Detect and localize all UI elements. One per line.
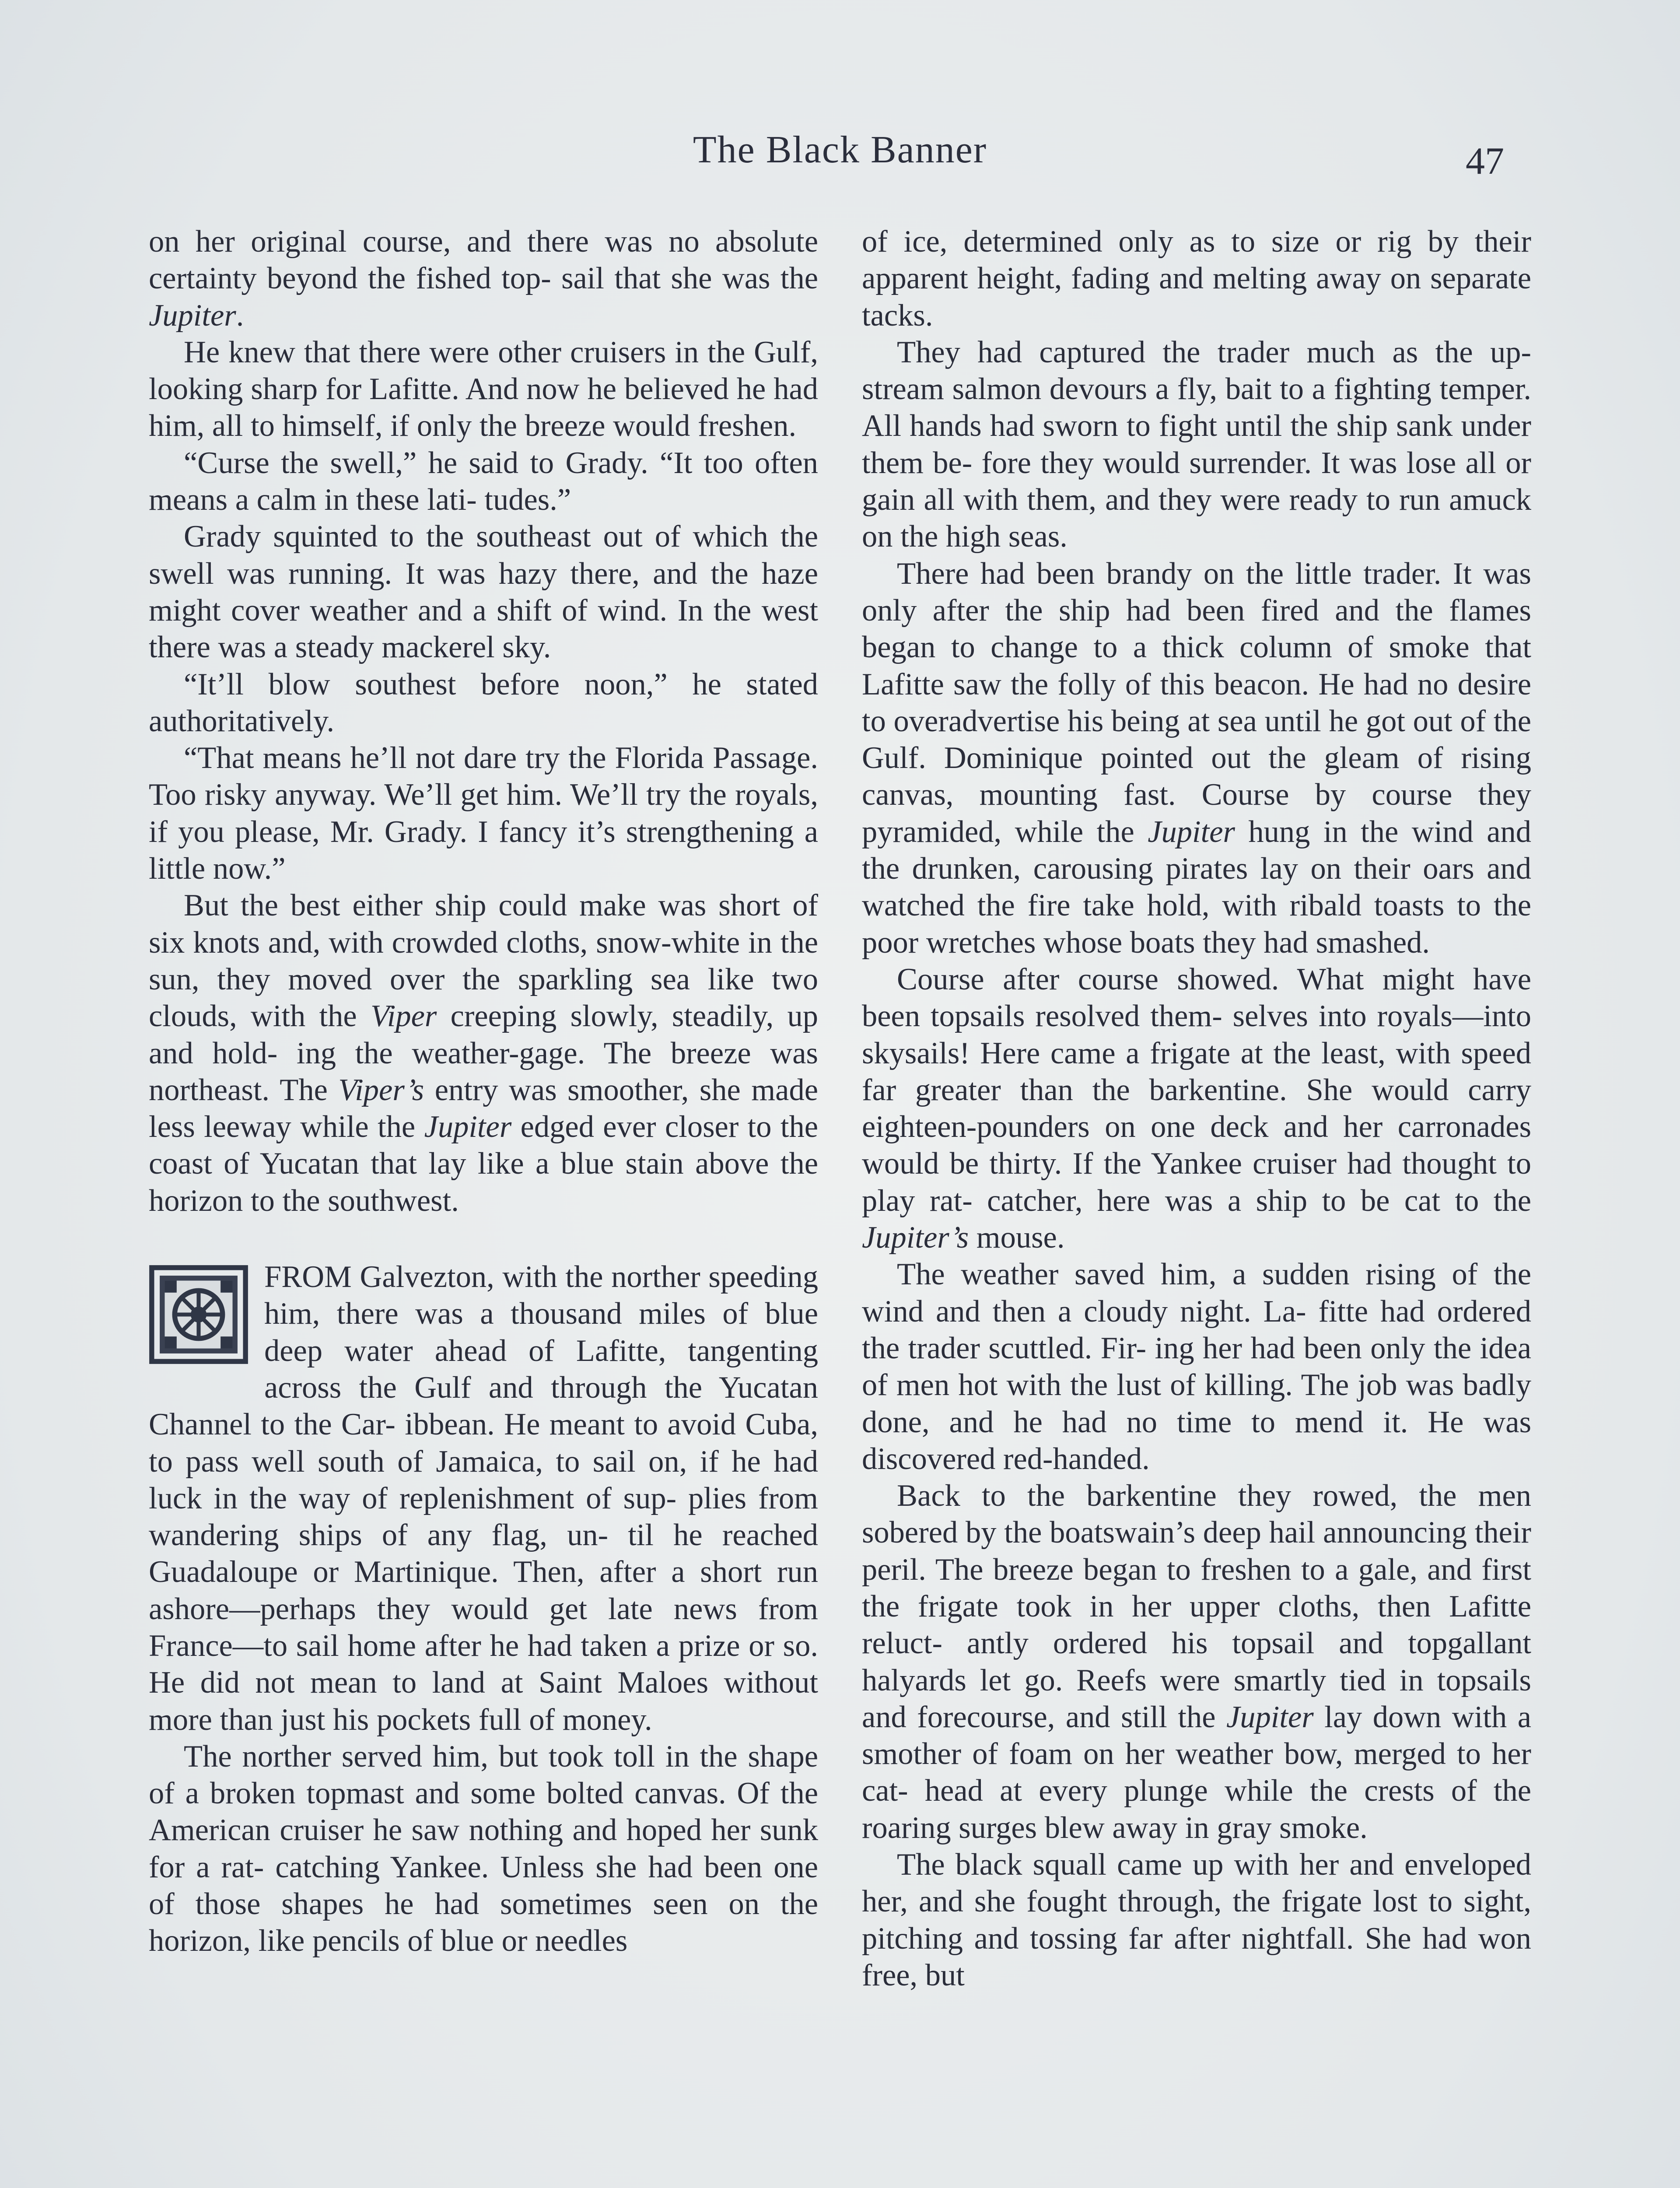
- running-title: The Black Banner: [693, 129, 987, 171]
- paragraph: “Curse the swell,” he said to Grady. “It too often means a calm in these lati- tudes.”: [149, 445, 818, 517]
- ship-name: Jupiter: [1148, 814, 1235, 849]
- paragraph: The norther served him, but took toll in the shape of a broken topmast and some bolted canvas. Of the American cruiser he saw nothing and hoped her sunk for a rat- catching Yankee. Unless she had been one of those shapes he had sometimes seen on the horizon, like pencils of blue or needles: [149, 1739, 818, 1958]
- paragraph: Grady squinted to the southeast out of which the swell was running. It was hazy there, and the haze might cover weather and a shift of wind. In the west there was a steady mackerel sky.: [149, 519, 818, 665]
- paragraph: on her original course, and there was no absolute certainty beyond the fished top- sail that she was the Jupiter.: [149, 224, 818, 333]
- paragraph: The black squall came up with her and enveloped her, and she fought through, the frigate lost to sight, pitching and tossing far after nightfall. She had won free, but: [862, 1848, 1531, 1992]
- paragraph: They had captured the trader much as the up-stream salmon devours a fly, bait to a fighting temper. All hands had sworn to fight until the ship sank under them be- fore they would surrender. It was lose all or gain all with them, and they were ready to run amuck on the high seas.: [862, 335, 1531, 554]
- paragraph: “That means he’ll not dare try the Florida Passage. Too risky anyway. We’ll get him. We’ll try the royals, if you please, Mr. Grady. I fancy it’s strengthening a little now.”: [149, 741, 818, 886]
- paragraph: of ice, determined only as to size or rig by their apparent height, fading and melting away on separate tacks.: [862, 224, 1531, 333]
- right-column: [862, 223, 1531, 2188]
- paragraph: Course after course showed. What might have been topsails resolved them- selves into royals—into skysails! Here came a frigate at the least, with speed far greater than the barkentine. She would carry eighteen-pounders on one deck and her carronades would be thirty. If the Yankee cruiser had thought to play rat- catcher, here was a ship to be cat to the Jupiter’s mouse.: [862, 962, 1531, 1255]
- decorative-initial-ornament-icon: [149, 1265, 248, 1364]
- ship-name: Viper: [370, 999, 437, 1034]
- ship-name: Jupiter: [1226, 1700, 1314, 1734]
- ship-name: Viper’s: [338, 1073, 424, 1107]
- ship-name: Jupiter’s: [862, 1220, 969, 1255]
- paragraph: He knew that there were other cruisers in the Gulf, looking sharp for Lafitte. And now he believed he had him, all to himself, if only the breeze would freshen.: [149, 335, 818, 443]
- paragraph: “It’ll blow southest before noon,” he stated authoritatively.: [149, 667, 818, 738]
- ship-name: Jupiter: [424, 1110, 512, 1144]
- ornament-svg: [149, 1265, 248, 1364]
- paragraph: The weather saved him, a sudden rising of the wind and then a cloudy night. La- fitte had ordered the trader scuttled. Fir- ing her had been only the idea of men hot with the lust of killing. The job was badly done, and he had no time to mend it. He was discovered red-handed.: [862, 1257, 1531, 1476]
- paragraph: But the best either ship could make was short of six knots and, with crowded cloths, snow-white in the sun, they moved over the sparkling sea like two clouds, with the Viper creeping slowly, steadily, up and hold- ing the weather-gage. The breeze was northeast. The Viper’s entry was smoother, she made less leeway while the Jupiter edged ever closer to the coast of Yucatan that lay like a blue stain above the horizon to the southwest.: [149, 888, 818, 1218]
- ship-name: Jupiter: [149, 298, 236, 333]
- paragraph: There had been brandy on the little trader. It was only after the ship had been fired and the flames began to change to a thick column of smoke that Lafitte saw the folly of this beacon. He had no desire to overadvertise his being at sea until he got out of the Gulf. Dominique pointed out the gleam of rising canvas, mounting fast. Course by course they pyramided, while the Jupiter hung in the wind and the drunken, carousing pirates lay on their oars and watched the fire take hold, with ribald toasts to the poor wretches whose boats they had smashed.: [862, 556, 1531, 960]
- paragraph: Back to the barkentine they rowed, the men sobered by the boatswain’s deep hail announcing their peril. The breeze began to freshen to a gale, and first the frigate took in her upper cloths, then Lafitte reluct- antly ordered his topsail and topgallant halyards let go. Reefs were smartly tied in topsails and forecourse, and still the Jupiter lay down with a smother of foam on her weather bow, merged to her cat- head at every plunge while the crests of the roaring surges blew away in gray smoke.: [862, 1479, 1531, 1845]
- left-column: [149, 223, 818, 2188]
- section-start-paragraph: FROM Galvezton, with the norther speeding him, there was a thousand miles of blue deep water ahead of Lafitte, tangenting across the Gulf and through the Yucatan Channel to the Car- ibbean. He meant to avoid Cuba, to pass well south of Jamaica, to sail on, if he had luck in the way of replenishment of sup- plies from wandering ships of any flag, un- til he reached Guadaloupe or Martinique. Then, after a short run ashore—perhaps they would get late news from France—to sail home after he had taken a prize or so. He did not mean to land at Saint Maloes without more than just his pockets full of money.: [149, 1260, 818, 1737]
- page-number: 47: [1466, 140, 1504, 182]
